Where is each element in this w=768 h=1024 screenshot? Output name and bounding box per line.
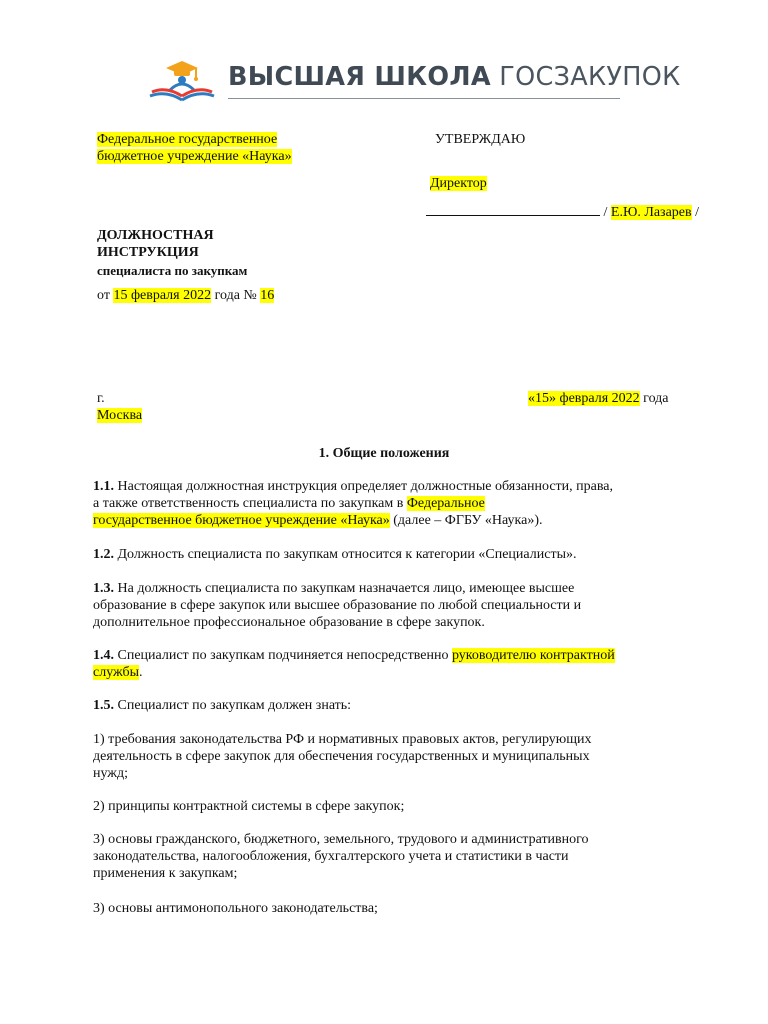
highlighted-supervisor: службы [93,665,140,680]
organization-line-1: Федеральное государственное [97,132,278,147]
highlighted-organization: государственное бюджетное учреждение «Наука» [93,513,390,528]
paragraph-text: Настоящая должностная инструкция определяет должностные обязанности, права, [117,479,613,494]
document-subtitle: специалиста по закупкам [97,263,248,278]
approve-position [430,175,487,192]
logo-divider [228,98,620,99]
paragraph-1-4 [93,647,683,681]
document-title-line-1: ДОЛЖНОСТНАЯ [97,228,214,243]
paragraph-text: На должность специалиста по закупкам назначается лицо, имеющее высшее [117,581,575,596]
document-number: 16 [260,288,275,303]
list-item [93,731,683,782]
list-item-text: нужд; [93,766,128,781]
logo-text-regular: ГОСЗАКУПОК [499,62,681,92]
list-item-text: 2) принципы контрактной системы в сфере закупок; [93,799,405,814]
document-date-number [97,287,274,304]
place-date [528,390,669,407]
paragraph-number: 1.4. [93,648,114,663]
signature-line [426,201,699,221]
list-item-text: применения к закупкам; [93,866,238,881]
signature-blank [426,201,600,216]
logo [148,56,681,104]
list-item [93,831,683,882]
paragraph-number: 1.2. [93,547,114,562]
paragraph-text: . [139,665,143,680]
paragraph-number: 1.5. [93,698,114,713]
list-item [93,900,683,917]
logo-text-bold: ВЫСШАЯ ШКОЛА [228,62,491,92]
document-date-prefix: от [97,288,110,303]
organization-line-2: бюджетное учреждение «Наука» [97,149,292,164]
document-year-number-label: года № [214,288,257,303]
city-prefix: г. [97,391,105,406]
logo-text [228,62,680,92]
approve-position-text: Директор [430,176,487,191]
list-item [93,798,683,815]
graduation-cap-book-icon [148,56,224,104]
approve-title: УТВЕРЖДАЮ [435,132,526,147]
paragraph-number: 1.1. [93,479,114,494]
place-date-year-word: года [643,391,669,406]
paragraph-text: (далее – ФГБУ «Наука»). [393,513,543,528]
highlighted-supervisor: руководителю контрактной [451,648,615,663]
place-date-value: «15» февраля 2022 [528,391,640,406]
approver-name: Е.Ю. Лазарев [610,205,692,220]
document-date: 15 февраля 2022 [113,288,212,303]
paragraph-1-1 [93,478,683,529]
document-title-line-2: ИНСТРУКЦИЯ [97,245,199,260]
list-item-text: 3) основы антимонопольного законодательства; [93,901,378,916]
city-block [97,390,142,424]
paragraph-text: а также ответственность специалиста по закупкам в [93,496,404,511]
list-item-text: 3) основы гражданского, бюджетного, земельного, трудового и административного [93,832,589,847]
highlighted-organization: Федеральное [406,496,485,511]
paragraph-1-5 [93,697,683,714]
paragraph-1-3 [93,580,683,631]
paragraph-text: образование в сфере закупок или высшее образование по любой специальности и [93,598,582,613]
paragraph-number: 1.3. [93,581,114,596]
paragraph-text: Специалист по закупкам подчиняется непосредственно [117,648,449,663]
city-name: Москва [97,408,143,423]
list-item-text: деятельность в сфере закупок для обеспечения государственных и муниципальных [93,749,590,764]
paragraph-text: Должность специалиста по закупкам относится к категории «Специалисты». [117,547,577,562]
signature-slash-left: / [603,205,608,220]
paragraph-text: Специалист по закупкам должен знать: [117,698,352,713]
paragraph-text: дополнительное профессиональное образование в сфере закупок. [93,615,485,630]
signature-slash-right: / [695,205,699,220]
list-item-text: 1) требования законодательства РФ и нормативных правовых актов, регулирующих [93,732,592,747]
organization-name [97,131,292,165]
document-title [97,227,214,261]
section-1-heading: 1. Общие положения [318,446,450,461]
paragraph-1-2 [93,546,683,563]
list-item-text: законодательства, налогообложения, бухгалтерского учета и статистики в части [93,849,569,864]
